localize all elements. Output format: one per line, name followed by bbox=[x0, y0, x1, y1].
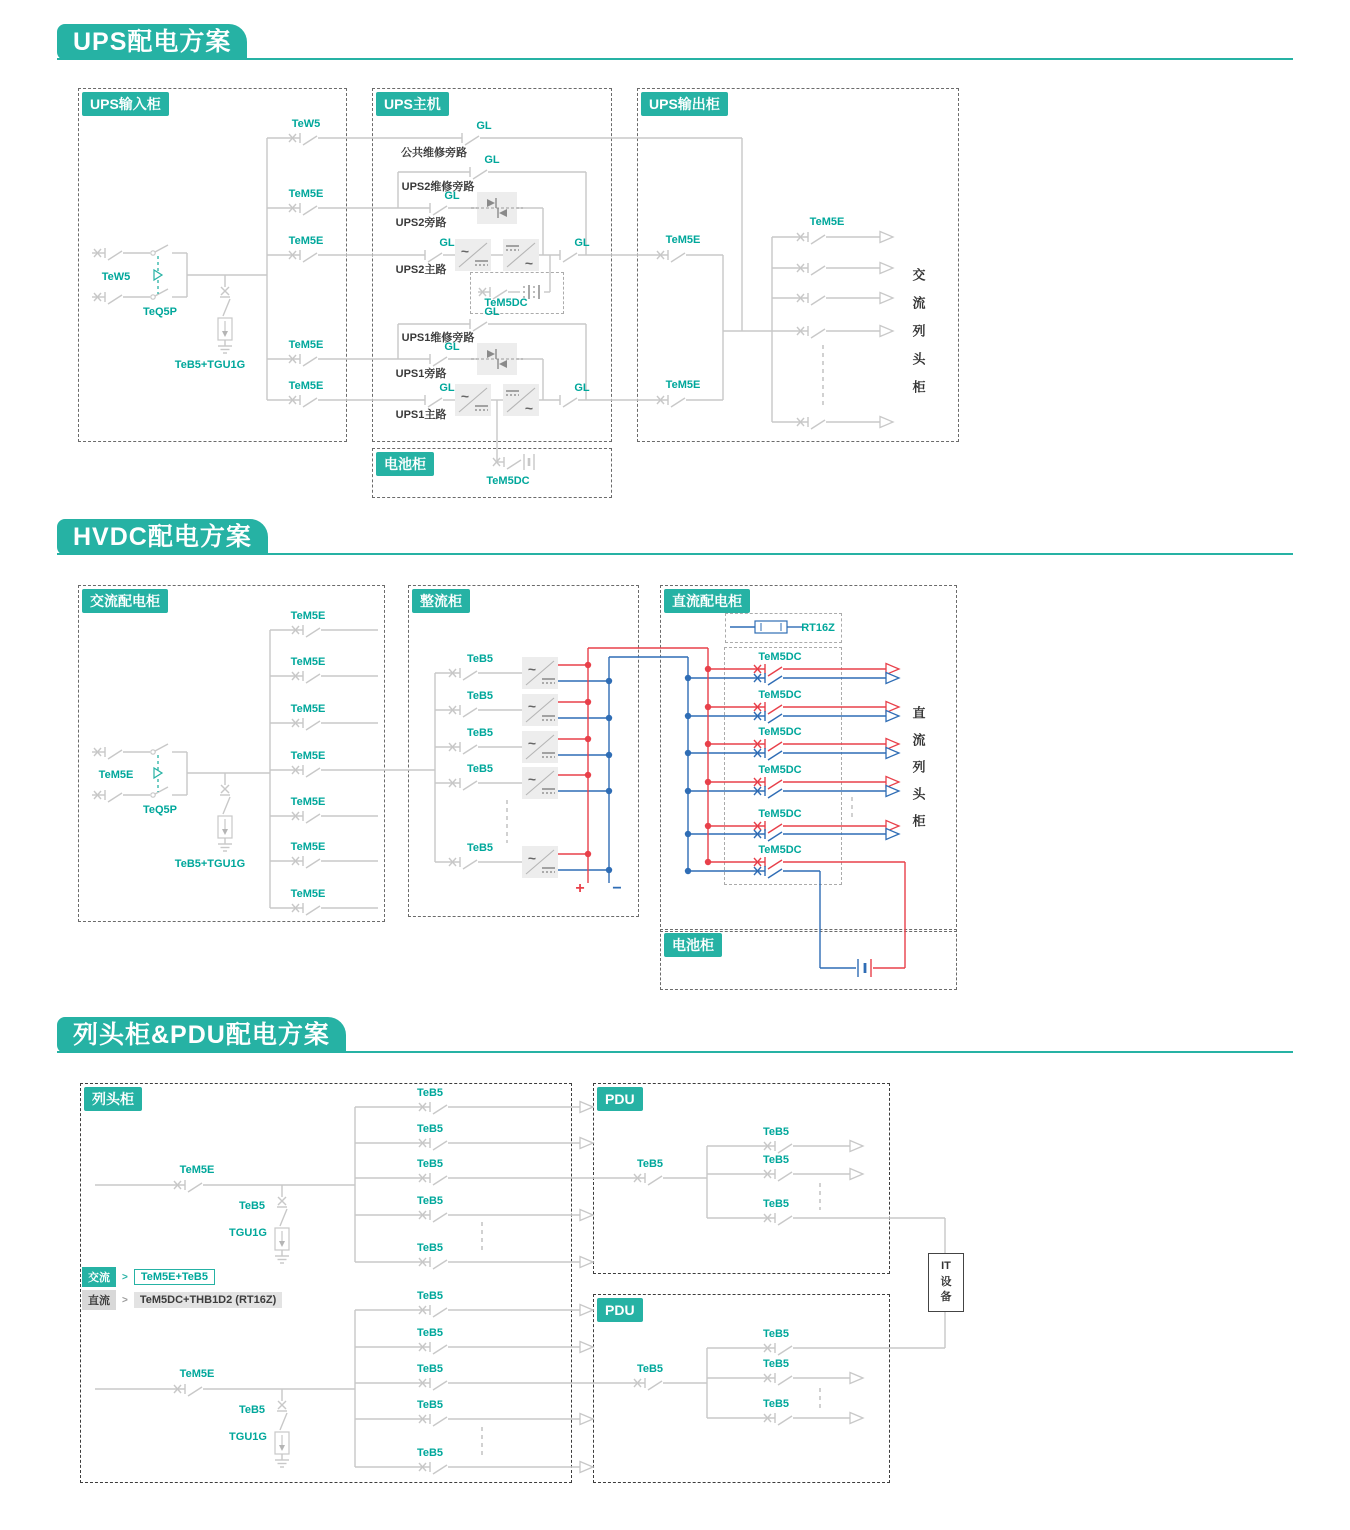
teq5p-label: TeQ5P bbox=[142, 306, 178, 318]
gl-label: GL bbox=[439, 382, 455, 394]
legend-ac-value: TeM5E+TeB5 bbox=[134, 1269, 215, 1285]
dc-row-cabinet-char: 柜 bbox=[912, 813, 926, 829]
teb5-label: TeB5 bbox=[762, 1126, 790, 1138]
teb5-label: TeB5 bbox=[416, 1399, 444, 1411]
gl-label: GL bbox=[444, 341, 460, 353]
it-equipment-label: 备 bbox=[940, 1291, 952, 1304]
teb5-label: TeB5 bbox=[416, 1242, 444, 1254]
rowpdu-section-title: 列头柜&PDU配电方案 bbox=[57, 1017, 346, 1053]
ups1-maint-bypass-label: UPS1维修旁路 bbox=[401, 332, 475, 344]
teb5-label: TeB5 bbox=[416, 1290, 444, 1302]
teb5-tgu1g-label: TeB5+TGU1G bbox=[174, 359, 246, 371]
tem5e-label: TeM5E bbox=[290, 656, 326, 668]
tem5dc-label: TeM5DC bbox=[758, 651, 802, 663]
it-equipment-label: IT bbox=[941, 1259, 951, 1272]
chevron-right-icon: > bbox=[122, 1294, 128, 1306]
svg-text:~: ~ bbox=[527, 771, 537, 787]
legend-ac-row bbox=[82, 1267, 215, 1287]
teb5-label: TeB5 bbox=[416, 1447, 444, 1459]
tem5dc-label: TeM5DC bbox=[758, 689, 802, 701]
tem5e-label: TeM5E bbox=[288, 188, 324, 200]
gl-label: GL bbox=[484, 154, 500, 166]
tem5e-label: TeM5E bbox=[288, 339, 324, 351]
svg-text:~: ~ bbox=[460, 388, 470, 404]
dc-row-cabinet-char: 直 bbox=[912, 705, 926, 721]
ac-row-cabinet-char: 交 bbox=[912, 267, 926, 283]
dc-row-cabinet-char: 头 bbox=[912, 786, 926, 802]
hvdc-ac-cabinet-chip: 交流配电柜 bbox=[82, 589, 168, 613]
it-equipment-label: 设 bbox=[940, 1275, 952, 1288]
it-equipment-box bbox=[928, 1253, 964, 1312]
hvdc-section-title: HVDC配电方案 bbox=[57, 519, 268, 555]
tem5e-input-label: TeM5E bbox=[98, 769, 134, 781]
teb5-label: TeB5 bbox=[762, 1198, 790, 1210]
ac-row-cabinet-char: 流 bbox=[912, 295, 926, 311]
tew5-input-label: TeW5 bbox=[101, 271, 131, 283]
tem5dc-label: TeM5DC bbox=[758, 764, 802, 776]
teb5-label: TeB5 bbox=[466, 727, 494, 739]
teb5-label: TeB5 bbox=[762, 1328, 790, 1340]
gl-label: GL bbox=[476, 120, 492, 132]
pdu2-chip: PDU bbox=[597, 1298, 643, 1322]
tem5e-label: TeM5E bbox=[179, 1164, 215, 1176]
pdu1-chip: PDU bbox=[597, 1087, 643, 1111]
teb5-label: TeB5 bbox=[466, 763, 494, 775]
teb5-tgu1g-label: TeB5+TGU1G bbox=[174, 858, 246, 870]
ups2-maint-bypass-label: UPS2维修旁路 bbox=[401, 181, 475, 193]
svg-text:~: ~ bbox=[527, 735, 537, 751]
teq5p-label: TeQ5P bbox=[142, 804, 178, 816]
gl-label: GL bbox=[484, 306, 500, 318]
teb5-label: TeB5 bbox=[466, 690, 494, 702]
tem5e-label: TeM5E bbox=[288, 235, 324, 247]
teb5-label: TeB5 bbox=[416, 1195, 444, 1207]
tgu1g-label: TGU1G bbox=[229, 1227, 267, 1239]
ups-input-cabinet-chip: UPS输入柜 bbox=[82, 92, 169, 116]
ups-host-chip: UPS主机 bbox=[376, 92, 449, 116]
teb5-label: TeB5 bbox=[416, 1123, 444, 1135]
hvdc-battery-cabinet-chip: 电池柜 bbox=[664, 933, 722, 957]
chevron-right-icon: > bbox=[122, 1271, 128, 1283]
gl-label: GL bbox=[439, 237, 455, 249]
tem5e-label: TeM5E bbox=[290, 796, 326, 808]
ac-row-cabinet-char: 列 bbox=[912, 323, 926, 339]
teb5-label: TeB5 bbox=[762, 1358, 790, 1370]
tem5dc-label: TeM5DC bbox=[484, 297, 528, 309]
tem5e-label: TeM5E bbox=[290, 888, 326, 900]
hvdc-dc-cabinet-chip: 直流配电柜 bbox=[664, 589, 750, 613]
svg-text:~: ~ bbox=[527, 698, 537, 714]
teb5-label: TeB5 bbox=[762, 1154, 790, 1166]
legend-dc-row bbox=[82, 1290, 282, 1310]
svg-text:~: ~ bbox=[524, 400, 534, 416]
tem5e-label: TeM5E bbox=[290, 841, 326, 853]
tem5e-label: TeM5E bbox=[290, 703, 326, 715]
tgu1g-label: TGU1G bbox=[229, 1431, 267, 1443]
teb5-label: TeB5 bbox=[636, 1363, 664, 1375]
row-cabinet-chip: 列头柜 bbox=[84, 1087, 142, 1111]
teb5-label: TeB5 bbox=[466, 842, 494, 854]
gl-label: GL bbox=[444, 190, 460, 202]
dc-minus-label: − bbox=[612, 880, 622, 897]
legend-ac-tag: 交流 bbox=[82, 1267, 116, 1287]
ups-section-title: UPS配电方案 bbox=[57, 24, 247, 60]
tew5-row-label: TeW5 bbox=[291, 118, 321, 130]
svg-text:~: ~ bbox=[524, 255, 534, 271]
teb5-label: TeB5 bbox=[416, 1327, 444, 1339]
teb5-label: TeB5 bbox=[762, 1398, 790, 1410]
tem5dc-label: TeM5DC bbox=[758, 808, 802, 820]
teb5-label: TeB5 bbox=[416, 1087, 444, 1099]
teb5-label: TeB5 bbox=[466, 653, 494, 665]
ups2-main-label: UPS2主路 bbox=[395, 264, 447, 276]
ups-battery-cabinet-chip: 电池柜 bbox=[376, 452, 434, 476]
teb5-label: TeB5 bbox=[416, 1363, 444, 1375]
tem5e-label: TeM5E bbox=[665, 234, 701, 246]
tem5e-label: TeM5E bbox=[665, 379, 701, 391]
gl-label: GL bbox=[574, 237, 590, 249]
tem5e-label: TeM5E bbox=[179, 1368, 215, 1380]
dc-row-cabinet-char: 列 bbox=[912, 759, 926, 775]
tem5e-label: TeM5E bbox=[809, 216, 845, 228]
tem5dc-label: TeM5DC bbox=[758, 726, 802, 738]
ups1-bypass-label: UPS1旁路 bbox=[395, 368, 447, 380]
tem5e-label: TeM5E bbox=[288, 380, 324, 392]
tem5e-label: TeM5E bbox=[290, 610, 326, 622]
teb5-label: TeB5 bbox=[238, 1404, 266, 1416]
legend-dc-value: TeM5DC+THB1D2 (RT16Z) bbox=[134, 1292, 282, 1308]
tem5dc-label: TeM5DC bbox=[758, 844, 802, 856]
teb5-label: TeB5 bbox=[416, 1158, 444, 1170]
dc-row-cabinet-char: 流 bbox=[912, 732, 926, 748]
ups2-bypass-label: UPS2旁路 bbox=[395, 217, 447, 229]
ac-row-cabinet-char: 头 bbox=[912, 351, 926, 367]
tem5dc-battery-label: TeM5DC bbox=[486, 475, 530, 487]
legend-dc-tag: 直流 bbox=[82, 1290, 116, 1310]
ups-output-cabinet-chip: UPS输出柜 bbox=[641, 92, 728, 116]
ac-row-cabinet-char: 柜 bbox=[912, 379, 926, 395]
common-maint-bypass-label: 公共维修旁路 bbox=[401, 147, 467, 159]
gl-label: GL bbox=[574, 382, 590, 394]
hvdc-rectifier-cabinet-chip: 整流柜 bbox=[412, 589, 470, 613]
svg-text:~: ~ bbox=[460, 243, 470, 259]
svg-text:~: ~ bbox=[527, 850, 537, 866]
teb5-label: TeB5 bbox=[636, 1158, 664, 1170]
teb5-label: TeB5 bbox=[238, 1200, 266, 1212]
svg-text:~: ~ bbox=[527, 661, 537, 677]
ups1-main-label: UPS1主路 bbox=[395, 409, 447, 421]
dc-plus-label: + bbox=[575, 880, 585, 897]
tem5e-label: TeM5E bbox=[290, 750, 326, 762]
rt16z-label: RT16Z bbox=[801, 622, 835, 634]
